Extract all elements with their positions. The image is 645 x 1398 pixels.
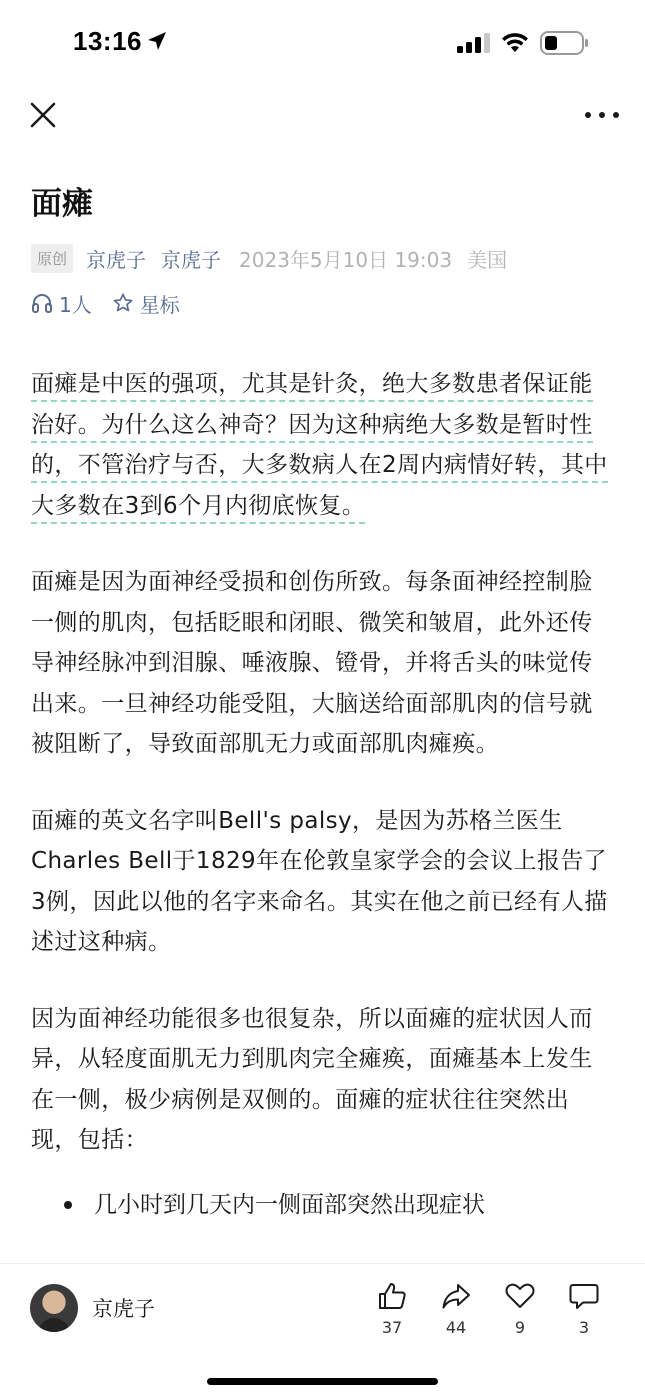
heart-button[interactable] [488, 1280, 552, 1337]
footer-author-name: 京虎子 [92, 1297, 155, 1321]
listen-count: 1人 [59, 292, 92, 317]
paragraph-3: 面瘫的英文名字叫Bell's palsy，是因为苏格兰医生Charles Bell于1829年在伦敦皇家学会的会议上报告了3例，因此以他的名字来命名。其实在他之前已经有人描述过这种病。 [31, 807, 608, 955]
comment-button[interactable] [552, 1280, 616, 1337]
article-actions [31, 288, 180, 318]
comment-count: 3 [578, 1318, 590, 1337]
star-icon [112, 292, 134, 314]
heart-icon [504, 1280, 536, 1312]
like-count: 37 [381, 1318, 403, 1337]
cellular-signal-icon [457, 33, 491, 53]
author-link[interactable]: 京虎子 [86, 247, 147, 272]
comment-icon [568, 1280, 600, 1312]
battery-icon [540, 31, 590, 55]
avatar[interactable] [30, 1284, 78, 1332]
heart-count: 9 [514, 1318, 526, 1337]
bullet-dot [64, 1201, 72, 1209]
article-body [31, 364, 614, 1225]
status-bar [0, 0, 645, 88]
bottom-bar [0, 1263, 645, 1398]
article-title: 面瘫 [31, 186, 93, 222]
share-icon [440, 1280, 472, 1312]
footer-actions [360, 1280, 616, 1337]
original-badge: 原创 [31, 244, 73, 273]
home-indicator [207, 1378, 438, 1385]
highlighted-text[interactable]: 面瘫是中医的强项，尤其是针灸，绝大多数患者保证能治好。为什么这么神奇？因为这种病绝大多数是暂时性的，不管治疗与否，大多数病人在2周内病情好转，其中大多数在3到6个月内彻底恢复。 [31, 371, 608, 524]
star-button[interactable] [112, 289, 180, 318]
star-label: 星标 [139, 292, 180, 317]
like-button[interactable] [360, 1280, 424, 1337]
article-meta [31, 242, 507, 274]
more-icon[interactable] [580, 98, 626, 132]
paragraph-4: 因为面神经功能很多也很复杂，所以面瘫的症状因人而异，从轻度面肌无力到肌肉完全瘫痪，面瘫基本上发生在一侧，极少病例是双侧的。面瘫的症状往往突然出现，包括： [31, 1005, 593, 1153]
share-count: 44 [445, 1318, 467, 1337]
list-item [31, 1185, 614, 1225]
location-arrow-icon [146, 30, 168, 52]
status-time: 13:16 [73, 26, 142, 56]
thumbs-up-icon [376, 1280, 408, 1312]
footer-author[interactable] [30, 1284, 155, 1332]
paragraph-1 [31, 364, 614, 526]
wifi-icon [500, 30, 530, 54]
publish-location: 美国 [467, 247, 508, 272]
share-button[interactable] [424, 1280, 488, 1337]
list-item-text: 几小时到几天内一侧面部突然出现症状 [94, 1191, 485, 1218]
nav-bar [0, 88, 645, 144]
listen-button[interactable] [31, 289, 92, 318]
headphones-icon [31, 292, 53, 314]
account-link[interactable]: 京虎子 [161, 247, 222, 272]
close-icon[interactable] [26, 98, 60, 132]
publish-date: 2023年5月10日 19:03 [239, 247, 453, 272]
paragraph-2: 面瘫是因为面神经受损和创伤所致。每条面神经控制脸一侧的肌肉，包括眨眼和闭眼、微笑和皱眉，此外还传导神经脉冲到泪腺、唾液腺、镫骨，并将舌头的味觉传出来。一旦神经功能受阻，大脑送给面部肌肉的信号就被阻断了，导致面部肌无力或面部肌肉瘫痪。 [31, 569, 593, 757]
